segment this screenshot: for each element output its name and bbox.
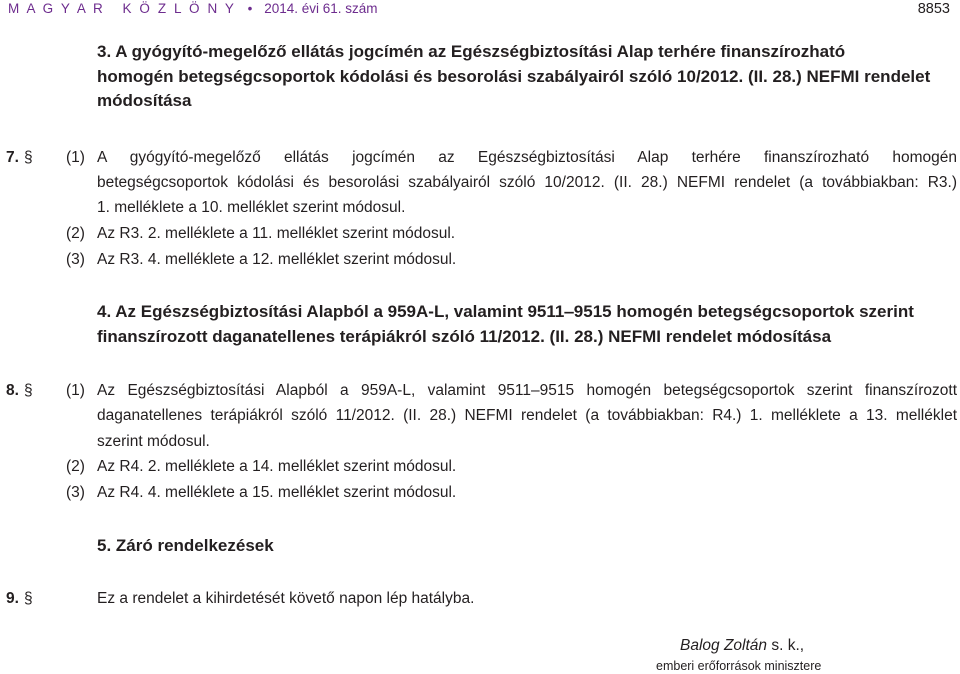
paragraph-7-item-3-label: (3) [66, 251, 85, 268]
section-sign: § [23, 382, 33, 399]
paragraph-7-item-1-label: (1) [66, 149, 85, 166]
paragraph-7-item-3-text: Az R3. 4. melléklete a 12. melléklet szerint módosul. [97, 251, 457, 268]
paragraph-8-number: 8. § [6, 382, 33, 399]
paragraph-8-item-3-label: (3) [66, 484, 85, 501]
page-number: 8853 [917, 1, 950, 17]
header-bullet: • [247, 1, 253, 16]
paragraph-8-item-2-text: Az R4. 2. melléklete a 14. melléklet szerint módosul. [97, 458, 457, 475]
section-3-title [97, 40, 957, 114]
paragraph-7-item-1-line-2: betegségcsoportok kódolási és besorolási szabályairól szóló 10/2012. (II. 28.) NEFMI rendelet (a továbbiakban: R3.) [97, 174, 957, 191]
paragraph-8-item-3-text: Az R4. 4. melléklete a 15. melléklet szerint módosul. [97, 484, 457, 501]
paragraph-7-item-2-label: (2) [66, 225, 85, 242]
section-4-title-line-2: finanszírozott daganatellenes terápiákról szóló 11/2012. (II. 28.) NEFMI rendelet módosítása [97, 326, 832, 346]
paragraph-7-item-2-text: Az R3. 2. melléklete a 11. melléklet szerint módosul. [97, 225, 456, 242]
signatory-name: Balog Zoltán [680, 637, 768, 654]
journal-title: M A G Y A R K Ö Z L Ö N Y [8, 1, 236, 16]
paragraph-7-item-1-line-3: 1. melléklete a 10. melléklet szerint módosul. [97, 199, 406, 216]
section-5-title: 5. Záró rendelkezések [97, 536, 274, 555]
paragraph-9-text: Ez a rendelet a kihirdetését követő napon lép hatályba. [97, 590, 475, 607]
section-4-title [97, 300, 957, 349]
paragraph-8-item-1-line-3: szerint módosul. [97, 433, 210, 450]
paragraph-8-item-2-label: (2) [66, 458, 85, 475]
paragraph-8-item-1-line-2: daganatellenes terápiákról szóló 11/2012. (II. 28.) NEFMI rendelet (a továbbiakban: R4.) 1. melléklete a 13. melléklet [97, 407, 957, 424]
paragraph-7-item-1-line-1: A gyógyító-megelőző ellátás jogcímén az Egészségbiztosítási Alap terhére finanszírozható homogén [97, 149, 957, 166]
signatory-role: emberi erőforrások minisztere [656, 659, 822, 673]
journal-header [8, 0, 378, 18]
issue-label: 2014. évi 61. szám [264, 1, 378, 16]
paragraph-8-item-1-line-1: Az Egészségbiztosítási Alapból a 959A-L, valamint 9511‒9515 homogén betegségcsoportok szerint finanszírozott [97, 382, 957, 399]
paragraph-8-item-1-label: (1) [66, 382, 85, 399]
section-3-title-line-1: 3. A gyógyító-megelőző ellátás jogcímén az Egészségbiztosítási Alap terhére finanszírozható [97, 42, 846, 61]
paragraph-7-number: 7. § [6, 149, 33, 166]
signatory-suffix: s. k., [767, 637, 805, 654]
section-3-title-line-3: módosítása [97, 91, 192, 110]
signature-name [680, 636, 804, 656]
section-4-title-line-1: 4. Az Egészségbiztosítási Alapból a 959A-L, valamint 9511‒9515 homogén betegségcsoportok szerint [97, 302, 914, 321]
section-sign: § [23, 149, 33, 166]
section-sign: § [23, 590, 33, 607]
section-3-title-line-2: homogén betegségcsoportok kódolási és besorolási szabályairól szóló 10/2012. (II. 28.) NEFMI rendelet [97, 66, 931, 86]
paragraph-9-number: 9. § [6, 590, 33, 607]
